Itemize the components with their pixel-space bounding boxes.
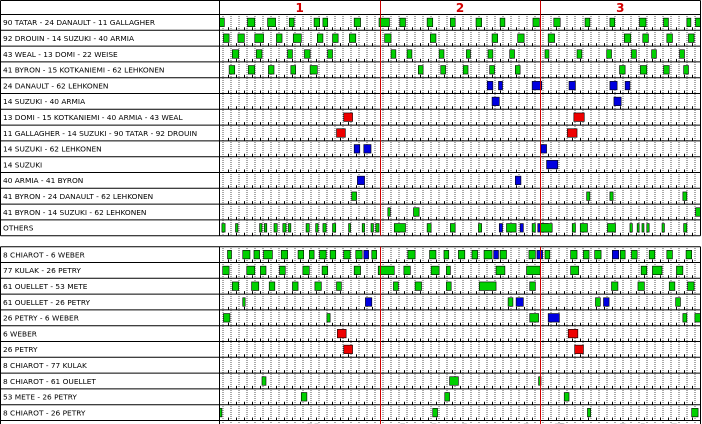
shift-segment-green [587,192,590,201]
shift-segment-blue [498,81,502,90]
shift-segment-green [490,66,495,75]
shift-segment-blue [364,145,371,154]
shift-segment-green [316,224,318,233]
shift-segment-green [564,393,569,402]
shift-segment-green [688,34,694,43]
shift-segment-green [640,66,646,75]
row-label: 41 BYRON - 24 DANAULT - 62 LEHKONEN [3,192,154,201]
shift-segment-blue [516,298,523,307]
shift-segment-green [391,50,396,59]
shift-segment-green [496,266,505,275]
shift-segment-green [500,250,506,259]
shift-segment-green [466,50,470,59]
row-label: 41 BYRON - 14 SUZUKI - 62 LEHKONEN [3,207,147,217]
shift-segment-green [548,34,554,43]
row-label: 14 SUZUKI - 62 LEHKONEN [3,144,102,154]
shift-segment-blue [364,250,369,259]
shift-segment-green [676,298,681,307]
shift-segment-green [669,282,675,291]
shift-segment-green [664,18,669,27]
shift-segment-green [362,224,364,233]
shift-segment-green [684,224,687,233]
shift-segment-green [686,250,692,259]
shift-segment-green [652,50,657,59]
shift-segment-blue [487,81,493,90]
shift-segment-blue [357,176,364,185]
shift-segment-green [238,34,244,43]
shift-segment-green [256,50,262,59]
shift-segment-green [247,266,255,275]
shift-segment-green [680,50,685,59]
shift-segment-blue [499,224,502,233]
row-label: 13 DOMI - 15 KOTKANIEMI - 40 ARMIA - 43 WEAL [3,113,183,122]
row-label: 8 CHIAROT - 77 KULAK [3,361,87,370]
shift-segment-green [232,282,238,291]
shift-segment-green [337,282,342,291]
shift-segment-blue [354,145,360,154]
shift-segment-green [414,208,420,217]
shift-segment-green [281,250,287,259]
shift-segment-green [223,266,229,275]
row-label: 61 OUELLET - 53 METE [3,282,88,291]
row-label: 90 TATAR - 24 DANAULT - 11 GALLAGHER [3,18,155,28]
shift-segment-red [574,113,584,122]
shift-segment-green [400,18,406,27]
shift-segment-blue [365,298,371,307]
shift-segment-green [314,18,320,27]
shift-segment-green [643,34,649,43]
shift-segment-green [478,224,481,233]
shift-segment-green [354,18,360,27]
shift-segment-green [394,224,405,233]
shift-segment-green [508,298,513,307]
shift-segment-green [303,266,309,275]
shift-segment-red [344,345,353,354]
shift-segment-green [248,66,254,75]
row-label: 92 DROUIN - 14 SUZUKI - 40 ARMIA [3,34,135,43]
shift-segment-green [515,66,520,75]
shift-segment-green [458,250,464,259]
shift-segment-green [554,18,560,27]
shift-segment-green [641,266,647,275]
shift-segment-green [441,66,446,75]
shift-segment-green [232,50,238,59]
shift-segment-green [415,282,421,291]
shift-segment-green [243,298,245,307]
shift-segment-green [476,18,482,27]
shift-segment-green [527,266,541,275]
period-label-2: 2 [455,1,465,15]
row-label: 41 BYRON - 15 KOTKANIEMI - 62 LEHKONEN [3,65,165,75]
shift-segment-green [506,224,516,233]
shift-segment-green [280,266,286,275]
shift-segment-red [344,113,353,122]
shift-segment-green [354,266,360,275]
shift-segment-green [683,192,687,201]
shift-segment-blue [603,298,609,307]
shift-segment-green [220,18,225,27]
shift-segment-red [337,329,346,338]
row-label: 6 WEBER [3,329,37,339]
shift-segment-green [293,34,301,43]
shift-segment-green [632,250,638,259]
shift-segment-green [431,266,439,275]
shift-segment-green [427,18,433,27]
period-label-3: 3 [616,1,625,15]
row-label: 26 PETRY - 6 WEBER [3,313,79,323]
shift-segment-green [500,18,505,27]
row-label: 14 SUZUKI - 40 ARMIA [3,97,86,107]
shift-segment-green [620,66,626,75]
row-label: 14 SUZUKI [3,160,43,170]
shift-segment-green [404,266,410,275]
shift-segment-green [228,250,232,259]
shift-segment-green [607,50,612,59]
shift-segment-green [430,34,436,43]
shift-segment-green [291,66,296,75]
row-label: 43 WEAL - 13 DOMI - 22 WEISE [3,49,118,59]
shift-segment-green [222,224,225,233]
shift-segment-green [264,224,266,233]
shift-segment-green [595,298,600,307]
shift-segment-green [585,18,590,27]
shift-segment-green [688,282,694,291]
shift-segment-green [532,224,535,233]
shift-segment-green [393,282,398,291]
shift-segment-green [322,266,328,275]
shift-segment-green [479,282,496,291]
shift-segment-green [418,66,423,75]
shift-segment-green [450,224,455,233]
shift-segment-green [439,50,444,59]
shift-segment-green [624,34,630,43]
shift-segment-green [317,34,323,43]
shift-segment-green [518,34,524,43]
shift-segment-green [352,192,357,201]
shift-segment-green [484,250,492,259]
shift-segment-blue [612,250,618,259]
shift-segment-green [620,250,625,259]
shift-segment-green [349,34,355,43]
shift-segment-green [446,266,450,275]
shift-segment-blue [494,250,499,259]
shift-segment-green [309,250,314,259]
shift-segment-green [254,250,260,259]
shift-segment-green [450,377,459,386]
shift-segment-green [630,224,632,233]
shift-segment-green [408,250,415,259]
shift-segment-green [610,192,613,201]
shift-segment-green [372,250,377,259]
shift-segment-red [567,129,577,138]
shift-segment-green [572,224,575,233]
shift-segment-green [637,224,639,233]
shift-segment-green [664,66,670,75]
shift-segment-green [696,208,701,217]
shift-segment-green [289,18,294,27]
shift-segment-green [248,18,255,27]
shift-segment-green [510,50,515,59]
shift-segment-green [649,250,655,259]
shift-segment-green [488,50,493,59]
shift-segment-green [327,314,330,323]
shift-segment-green [608,224,616,233]
shift-segment-green [492,34,498,43]
shift-segment-green [695,314,701,323]
shift-segment-green [427,224,431,233]
shift-segment-green [446,282,451,291]
shift-segment-green [262,377,266,386]
shift-segment-green [667,34,673,43]
shift-segment-green [236,224,238,233]
shift-segment-green [463,66,468,75]
shift-segment-green [333,224,336,233]
shift-segment-green [224,34,230,43]
shift-segment-green [683,314,687,323]
shift-segment-green [330,250,336,259]
shift-segment-green [274,224,277,233]
shift-segment-green [315,282,321,291]
shift-segment-green [269,282,275,291]
shift-segment-green [349,224,351,233]
shift-segment-green [243,250,250,259]
shift-segment-green [530,314,539,323]
shift-segment-green [632,50,637,59]
period-label-1: 1 [295,1,304,15]
shift-segment-green [647,224,649,233]
shift-segment-green [323,224,326,233]
shift-segment-green [450,18,455,27]
row-label: 61 OUELLET - 26 PETRY [3,297,91,307]
shift-segment-green [371,224,373,233]
shift-segment-green [595,250,601,259]
shift-segment-green [288,50,293,59]
shift-segment-green [268,18,276,27]
row-label: 8 CHIAROT - 61 OUELLET [3,376,96,386]
shift-segment-green [298,250,304,259]
shift-segment-red [568,329,578,338]
shift-segment-green [472,250,478,259]
shift-segment-blue [569,81,575,90]
shift-segment-green [638,282,644,291]
shift-segment-green [388,208,390,217]
row-label: 26 PETRY [3,345,38,355]
shift-segment-green [344,250,350,259]
shift-segment-green [692,408,698,417]
shift-segment-green [260,266,266,275]
row-label: 40 ARMIA - 41 BYRON [3,176,84,186]
row-label: 8 CHIAROT - 6 WEBER [3,250,85,260]
shift-segment-blue [548,314,559,323]
shift-segment-green [545,250,550,259]
shift-segment-green [268,66,274,75]
shift-segment-green [530,282,536,291]
shift-segment-blue [492,97,499,106]
shift-segment-green [545,50,549,59]
shift-segment-green [260,224,262,233]
shift-segment-green [540,224,552,233]
shift-segment-blue [625,81,630,90]
shift-segment-green [323,18,328,27]
shift-segment-green [610,18,615,27]
shift-segment-green [696,18,701,27]
shift-segment-blue [610,81,617,90]
shift-segment-green [283,224,286,233]
row-label: 24 DANAULT - 62 LEHKONEN [3,81,109,91]
shift-segment-green [430,250,436,259]
shift-segment-red [575,345,584,354]
shift-segment-green [676,266,682,275]
shift-segment-green [529,250,535,259]
shift-segment-green [612,282,618,291]
shift-segment-green [583,250,589,259]
shift-segment-green [571,266,579,275]
shift-segment-green [687,18,691,27]
panel-dot-grid [221,248,700,424]
shift-segment-green [667,250,673,259]
row-label: 8 CHIAROT - 26 PETRY [3,408,86,418]
shift-segment-blue [547,160,558,169]
shift-segment-green [407,50,412,59]
shift-segment-green [580,224,587,233]
shift-segment-green [587,408,590,417]
shift-segment-green [320,250,326,259]
shift-segment-green [571,250,577,259]
shift-segment-green [662,224,664,233]
shift-segment-green [224,314,230,323]
shift-segment-green [444,250,449,259]
shift-segment-green [356,250,362,259]
shift-segment-green [264,250,273,259]
shift-segment-blue [515,176,521,185]
shift-segment-green [306,224,309,233]
shift-segment-green [301,393,307,402]
row-label: 53 METE - 26 PETRY [3,392,77,402]
shift-segment-blue [541,145,547,154]
shift-segment-red [337,129,346,138]
shift-segment-green [328,50,333,59]
shift-segment-green [433,408,438,417]
shift-segment-green [376,224,379,233]
shift-segment-green [229,66,235,75]
shift-segment-blue [537,250,543,259]
shift-segment-green [445,393,450,402]
shift-segment-green [304,50,310,59]
shift-segment-blue [520,224,523,233]
shift-segment-green [255,34,264,43]
shift-segment-green [385,34,391,43]
shift-segment-green [333,34,339,43]
shift-segment-green [288,224,290,233]
shift-segment-green [252,282,259,291]
row-label: 77 KULAK - 26 PETRY [3,266,81,276]
shift-segment-blue [614,97,621,106]
shift-segment-green [652,266,662,275]
shift-segment-green [276,34,282,43]
row-label: 11 GALLAGHER - 14 SUZUKI - 90 TATAR - 92 DROUIN [3,128,198,138]
shift-segment-green [533,18,539,27]
shift-segment-green [577,50,582,59]
shift-segment-green [640,18,646,27]
shift-segment-green [684,66,689,75]
shift-segment-green [310,66,317,75]
shift-segment-green [292,282,298,291]
row-label: OTHERS [3,223,34,233]
shift-segment-green [642,224,644,233]
